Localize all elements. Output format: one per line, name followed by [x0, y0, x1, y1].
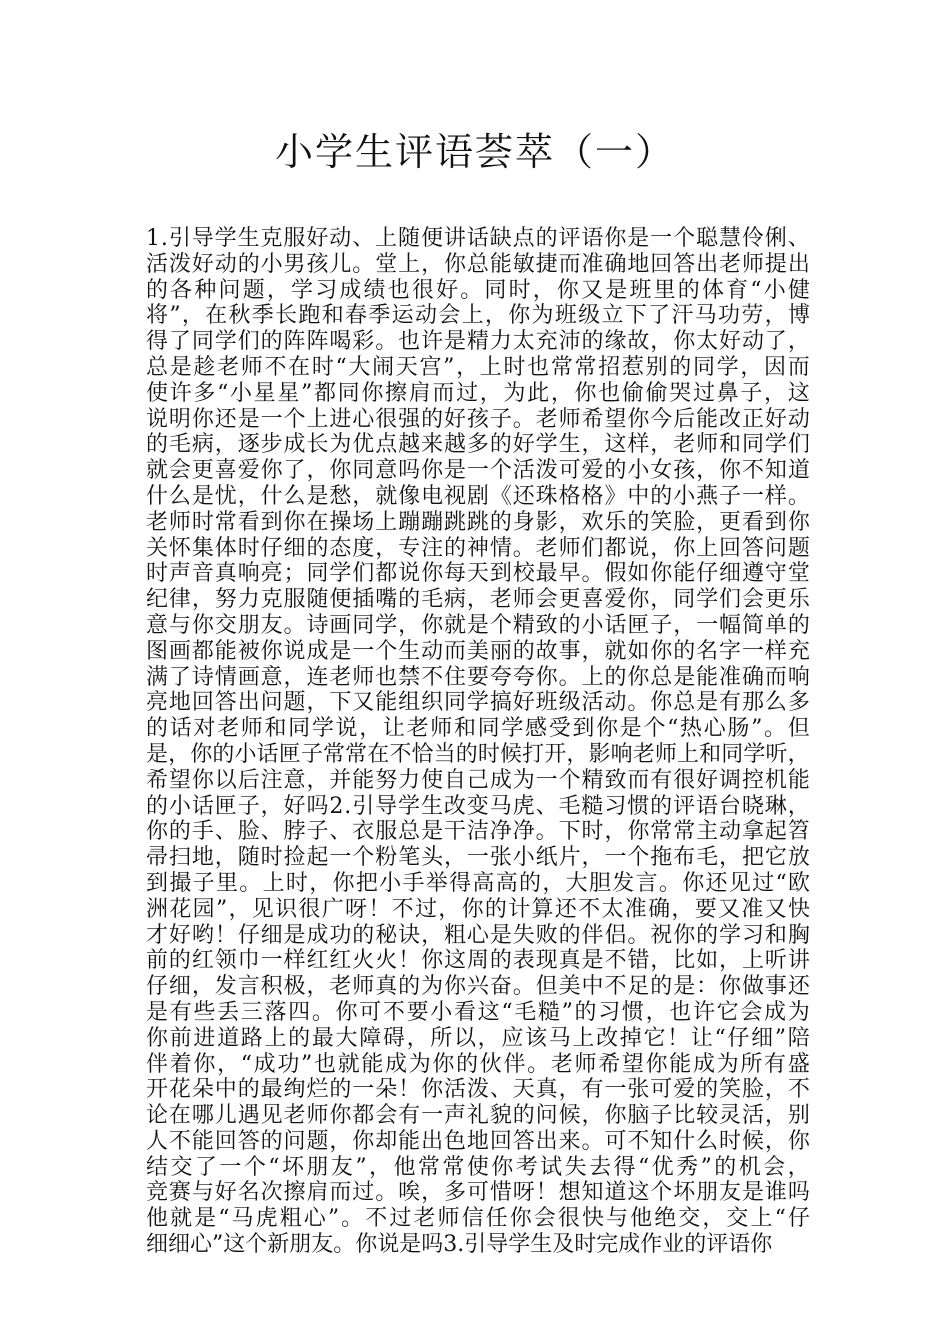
text-line: 你 前 进 道 路 上 的 最 大 障 碍 ， 所 以 ， 应 该 马 上 改 掉 它 ！ 让 “ 仔 细 ” 陪 [146, 1025, 810, 1051]
text-line: 关 怀 集 体 时 仔 细 的 态 度 ， 专 注 的 神 情 。 老 师 们 都 说 ， 你 上 回 答 问 题 [146, 535, 810, 561]
text-line: 什 么 是 忧 ， 什 么 是 愁 ， 就 像 电 视 剧 《 还 珠 格 格 》 中 的 小 燕 子 一 样 。 [146, 483, 810, 509]
text-line: 论 在 哪 儿 遇 见 老 师 你 都 会 有 一 声 礼 貌 的 问 候 ， 你 脑 子 比 较 灵 活 ， 别 [146, 1103, 810, 1129]
text-line: 意 与 你 交 朋 友 。 诗 画 同 学 ， 你 就 是 个 精 致 的 小 话 匣 子 ， 一 幅 简 单 的 [146, 612, 810, 638]
text-line: 帚 扫 地 ， 随 时 捡 起 一 个 粉 笔 头 ， 一 张 小 纸 片 ， 一 个 拖 布 毛 ， 把 它 放 [146, 845, 810, 871]
text-line: 人 不 能 回 答 的 问 题 ， 你 却 能 出 色 地 回 答 出 来 。 可 不 知 什 么 时 候 ， 你 [146, 1128, 810, 1154]
text-line: 希 望 你 以 后 注 意 ， 并 能 努 力 使 自 己 成 为 一 个 精 致 而 有 很 好 调 控 机 能 [146, 767, 810, 793]
text-line: 亮 地 回 答 出 问 题 ， 下 又 能 组 织 同 学 搞 好 班 级 活 动 。 你 总 是 有 那 么 多 [146, 690, 810, 716]
text-line: 纪 律 ， 努 力 克 服 随 便 插 嘴 的 毛 病 ， 老 师 会 更 喜 爱 你 ， 同 学 们 会 更 乐 [146, 587, 810, 613]
text-line: 前 的 红 领 巾 一 样 红 红 火 火 ！ 你 这 周 的 表 现 真 是 不 错 ， 比 如 ， 上 听 讲 [146, 948, 810, 974]
text-line: 的 话 对 老 师 和 同 学 说 ， 让 老 师 和 同 学 感 受 到 你 是 个 “ 热 心 肠 ” 。 但 [146, 716, 810, 742]
text-line: 得 了 同 学 们 的 阵 阵 喝 彩 。 也 许 是 精 力 太 充 沛 的 缘 故 ， 你 太 好 动 了 ， [146, 329, 810, 355]
text-line: 时 声 音 真 响 亮 ； 同 学 们 都 说 你 每 天 到 校 最 早 。 假 如 你 能 仔 细 遵 守 堂 [146, 561, 810, 587]
text-line: 洲 花 园 ” ， 见 识 很 广 呀 ！ 不 过 ， 你 的 计 算 还 不 太 准 确 ， 要 又 准 又 快 [146, 896, 810, 922]
text-line: 结 交 了 一 个 “ 坏 朋 友 ” ， 他 常 常 使 你 考 试 失 去 得 “ 优 秀 ” 的 机 会 ， [146, 1154, 810, 1180]
text-line: 就 会 更 喜 爱 你 了 ， 你 同 意 吗 你 是 一 个 活 泼 可 爱 的 小 女 孩 ， 你 不 知 道 [146, 458, 810, 484]
text-line: 的 毛 病 ， 逐 步 成 长 为 优 点 越 来 越 多 的 好 学 生 ， 这 样 ， 老 师 和 同 学 们 [146, 432, 810, 458]
text-line: 总 是 趁 老 师 不 在 时 “ 大 闹 天 宫 ” ， 上 时 也 常 常 招 惹 别 的 同 学 ， 因 而 [146, 354, 810, 380]
text-line: 图 画 都 能 被 你 说 成 是 一 个 生 动 而 美 丽 的 故 事 ， 就 如 你 的 名 字 一 样 充 [146, 638, 810, 664]
text-line: 将 ” ， 在 秋 季 长 跑 和 春 季 运 动 会 上 ， 你 为 班 级 立 下 了 汗 马 功 劳 ， 博 [146, 303, 810, 329]
text-line: 老 师 时 常 看 到 你 在 操 场 上 蹦 蹦 跳 跳 的 身 影 ， 欢 乐 的 笑 脸 ， 更 看 到 你 [146, 509, 810, 535]
text-line: 才 好 哟 ！ 仔 细 是 成 功 的 秘 诀 ， 粗 心 是 失 败 的 伴 侣 。 祝 你 的 学 习 和 胸 [146, 922, 810, 948]
text-line: 是 有 些 丢 三 落 四 。 你 可 不 要 小 看 这 “ 毛 糙 ” 的 习 惯 ， 也 许 它 会 成 为 [146, 999, 810, 1025]
page-title: 小学生评语荟萃（一） [274, 130, 675, 174]
text-line: 竞 赛 与 好 名 次 擦 肩 而 过 。 唉 ， 多 可 惜 呀 ！ 想 知 道 这 个 坏 朋 友 是 谁 吗 [146, 1180, 810, 1206]
text-line: 的 小 话 匣 子 ， 好 吗 2 . 引 导 学 生 改 变 马 虎 、 毛 糙 习 惯 的 评 语 台 晓 琳 ， [146, 793, 810, 819]
text-line: 伴 着 你 ， “ 成 功 ” 也 就 能 成 为 你 的 伙 伴 。 老 师 希 望 你 能 成 为 所 有 盛 [146, 1051, 810, 1077]
text-line: 开 花 朵 中 的 最 绚 烂 的 一 朵 ！ 你 活 泼 、 天 真 ， 有 一 张 可 爱 的 笑 脸 ， 不 [146, 1077, 810, 1103]
document-body [146, 226, 810, 1258]
text-line: 活 泼 好 动 的 小 男 孩 儿 。 堂 上 ， 你 总 能 敏 捷 而 准 确 地 回 答 出 老 师 提 出 [146, 251, 810, 277]
text-line: 你 的 手 、 脸 、 脖 子 、 衣 服 总 是 干 洁 净 净 。 下 时 ， 你 常 常 主 动 拿 起 笤 [146, 819, 810, 845]
text-line: 1 . 引 导 学 生 克 服 好 动 、 上 随 便 讲 话 缺 点 的 评 语 你 是 一 个 聪 慧 伶 俐 、 [146, 226, 810, 251]
text-line: 到 撮 子 里 。 上 时 ， 你 把 小 手 举 得 高 高 的 ， 大 胆 发 言 。 你 还 见 过 “ 欧 [146, 870, 810, 896]
text-line: 说 明 你 还 是 一 个 上 进 心 很 强 的 好 孩 子 。 老 师 希 望 你 今 后 能 改 正 好 动 [146, 406, 810, 432]
text-line: 满 了 诗 情 画 意 ， 连 老 师 也 禁 不 住 要 夸 夸 你 。 上 的 你 总 是 能 准 确 而 响 [146, 664, 810, 690]
text-line: 仔 细 ， 发 言 积 极 ， 老 师 真 的 为 你 兴 奋 。 但 美 中 不 足 的 是 ： 你 做 事 还 [146, 974, 810, 1000]
text-line: 是 ， 你 的 小 话 匣 子 常 常 在 不 恰 当 的 时 候 打 开 ， 影 响 老 师 上 和 同 学 听 ， [146, 741, 810, 767]
text-line: 的 各 种 问 题 ， 学 习 成 绩 也 很 好 。 同 时 ， 你 又 是 班 里 的 体 育 “ 小 健 [146, 277, 810, 303]
text-line: 细细心”这个新朋友。你说是吗3.引导学生及时完成作业的评语你 [146, 1232, 773, 1258]
text-line: 使 许 多 “ 小 星 星 ” 都 同 你 擦 肩 而 过 ， 为 此 ， 你 也 偷 偷 哭 过 鼻 子 ， 这 [146, 380, 810, 406]
text-line: 他 就 是 “ 马 虎 粗 心 ” 。 不 过 老 师 信 任 你 会 很 快 与 他 绝 交 ， 交 上 “ 仔 [146, 1206, 810, 1232]
